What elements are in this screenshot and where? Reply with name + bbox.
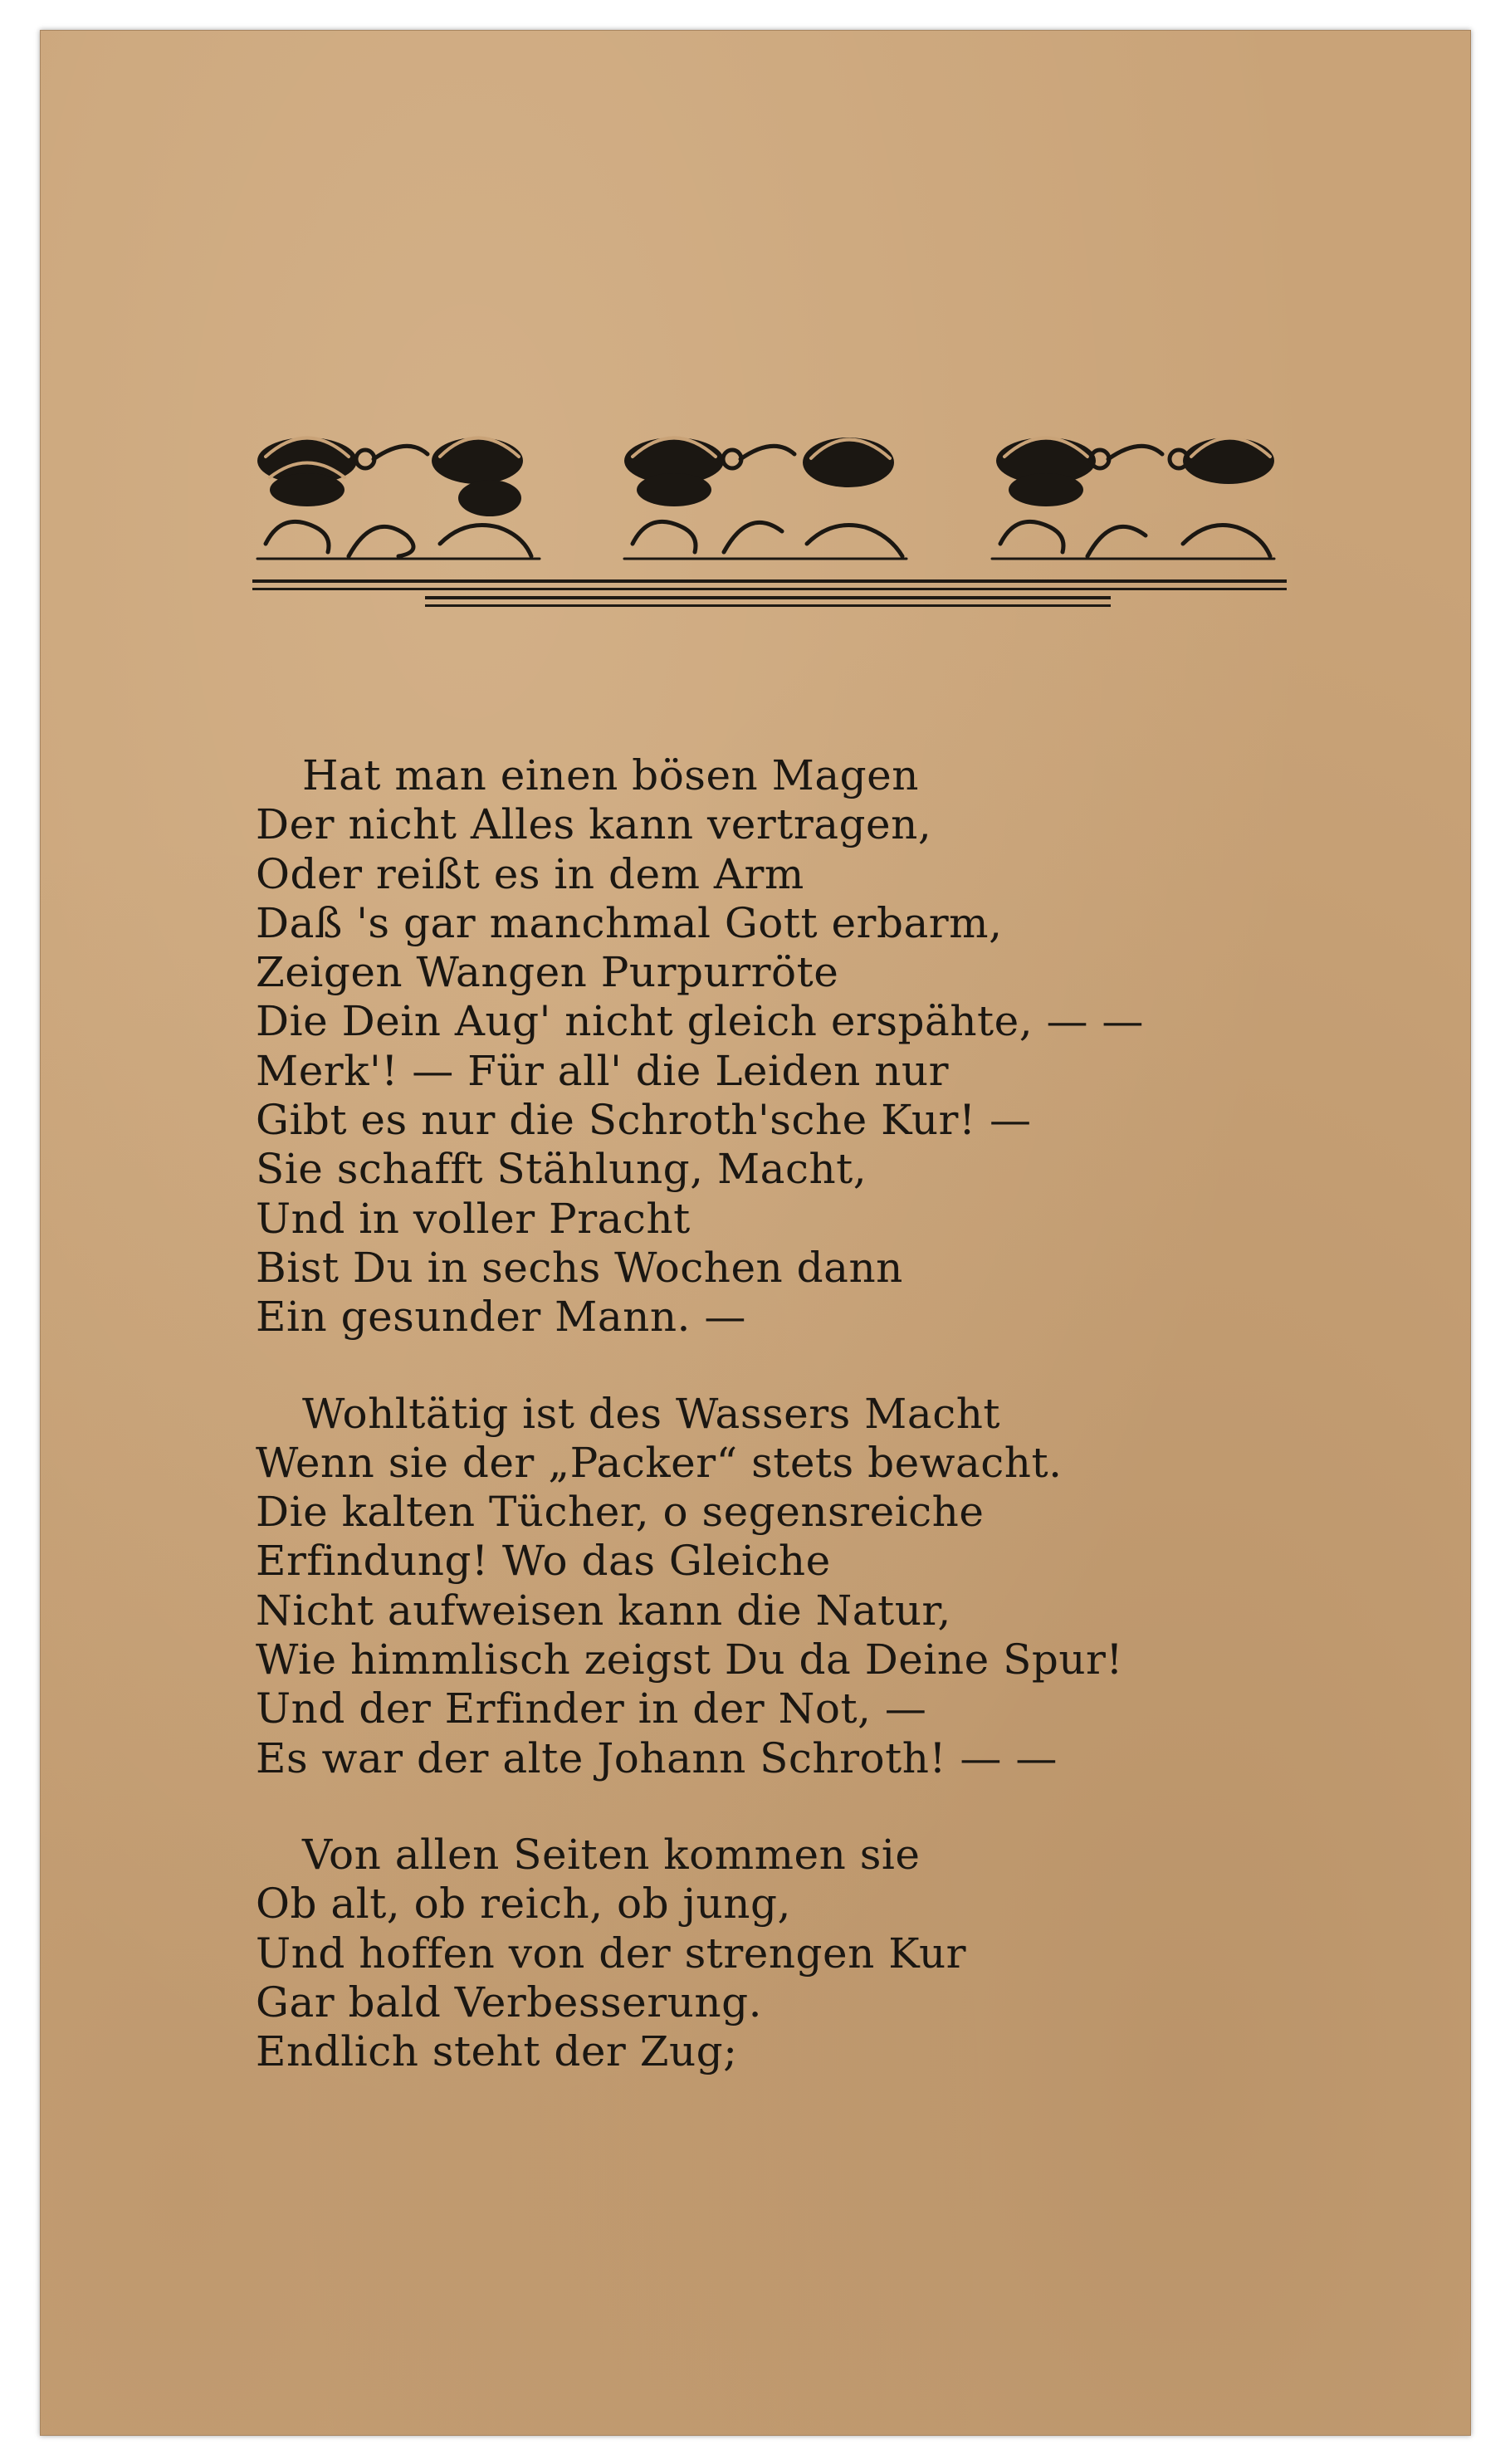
poem: [256, 751, 1335, 2124]
poem-line: Erfindung! Wo das Gleiche: [256, 1537, 831, 1586]
poem-line: Bist Du in sechs Wochen dann: [256, 1243, 903, 1292]
floral-ornament-icon: [249, 411, 548, 569]
poem-line: Daß 's gar manchmal Gott erbarm,: [256, 898, 1003, 947]
poem-line: Merk'! — Für all' die Leiden nur: [256, 1046, 949, 1095]
stanza-1: [256, 751, 1335, 1342]
header-ornament-band: [249, 411, 1287, 569]
floral-ornament-icon: [984, 411, 1283, 569]
poem-line: Der nicht Alles kann vertragen,: [256, 800, 932, 849]
poem-line: Endlich steht der Zug;: [256, 2027, 738, 2076]
poem-line: Es war der alte Johann Schroth! — —: [256, 1733, 1058, 1782]
stanza-2: [256, 1390, 1335, 1783]
floral-ornament-icon: [616, 411, 915, 569]
poem-line: Die Dein Aug' nicht gleich erspähte, — —: [256, 997, 1144, 1046]
poem-line: Gar bald Verbesserung.: [256, 1978, 762, 2026]
poem-line: Zeigen Wangen Purpurröte: [256, 948, 839, 997]
poem-line: Wie himmlisch zeigst Du da Deine Spur!: [256, 1635, 1124, 1684]
poem-line: Gibt es nur die Schroth'sche Kur! —: [256, 1096, 1032, 1145]
poem-line: Oder reißt es in dem Arm: [256, 849, 804, 898]
poem-line: Hat man einen bösen Magen: [302, 751, 919, 799]
poem-line: Sie schafft Stählung, Macht,: [256, 1145, 867, 1194]
poem-line: Ob alt, ob reich, ob jung,: [256, 1880, 791, 1929]
poem-line: Wohltätig ist des Wassers Macht: [302, 1389, 1000, 1438]
header-double-rule-bottom-2: [425, 604, 1111, 607]
poem-line: Und in voller Pracht: [256, 1194, 691, 1243]
poem-line: Wenn sie der „Packer“ stets bewacht.: [256, 1438, 1063, 1487]
poem-line: Nicht aufweisen kann die Natur,: [256, 1586, 951, 1635]
poem-line: Und der Erfinder in der Not, —: [256, 1684, 927, 1733]
header-double-rule-top: [252, 579, 1287, 583]
header-double-rule-bottom: [425, 596, 1111, 599]
stanza-3: [256, 1831, 1335, 2076]
poem-line: Die kalten Tücher, o segensreiche: [256, 1488, 985, 1537]
poem-line: Ein gesunder Mann. —: [256, 1293, 746, 1342]
poem-line: Und hoffen von der strengen Kur: [256, 1929, 967, 1978]
poem-line: Von allen Seiten kommen sie: [302, 1830, 921, 1879]
header-double-rule-top-2: [252, 588, 1287, 590]
